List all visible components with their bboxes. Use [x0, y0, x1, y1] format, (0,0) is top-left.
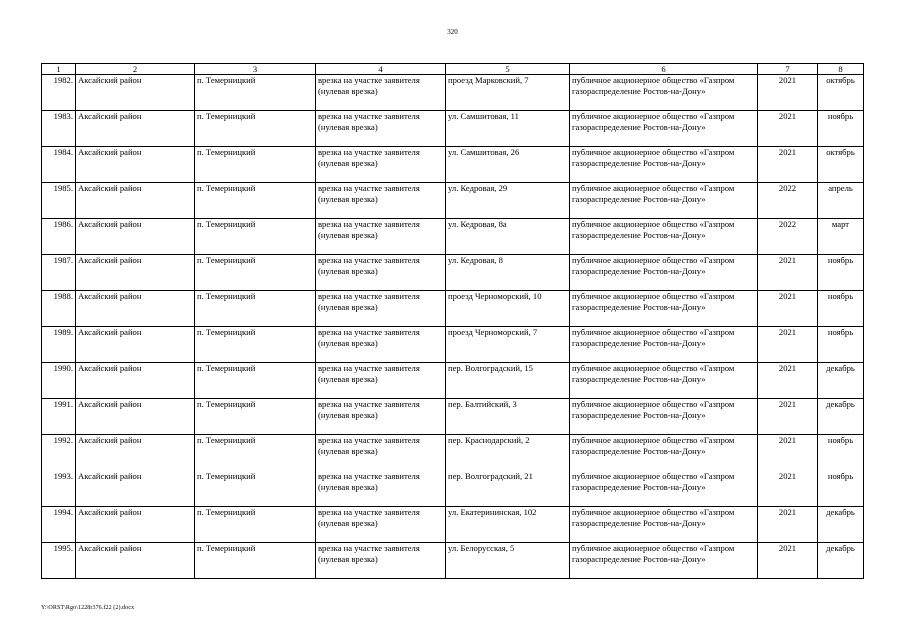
settlement-cell: п. Темерницкий [195, 543, 316, 579]
settlement-cell: п. Темерницкий [195, 183, 316, 219]
connection-type-cell: врезка на участке заявителя (нулевая врезка) [316, 435, 446, 471]
table-row [42, 327, 864, 363]
row-number: 1990. [42, 363, 76, 399]
table-row [42, 219, 864, 255]
year-cell: 2021 [758, 111, 818, 147]
row-number: 1987. [42, 255, 76, 291]
year-cell: 2021 [758, 291, 818, 327]
district-cell: Аксайский район [76, 435, 195, 471]
organization-cell: публичное акционерное общество «Газпром газораспределение Ростов-на-Дону» [570, 507, 758, 543]
row-number: 1982. [42, 75, 76, 111]
settlement-cell: п. Темерницкий [195, 435, 316, 471]
settlement-cell: п. Темерницкий [195, 255, 316, 291]
connection-type-cell: врезка на участке заявителя (нулевая врезка) [316, 399, 446, 435]
connection-type-cell: врезка на участке заявителя (нулевая врезка) [316, 291, 446, 327]
settlement-cell: п. Темерницкий [195, 291, 316, 327]
organization-cell: публичное акционерное общество «Газпром газораспределение Ростов-на-Дону» [570, 219, 758, 255]
organization-cell: публичное акционерное общество «Газпром газораспределение Ростов-на-Дону» [570, 399, 758, 435]
column-header: 1 [42, 64, 76, 75]
organization-cell: публичное акционерное общество «Газпром газораспределение Ростов-на-Дону» [570, 111, 758, 147]
row-number: 1993. [42, 471, 76, 507]
district-cell: Аксайский район [76, 399, 195, 435]
district-cell: Аксайский район [76, 471, 195, 507]
page-number: 320 [447, 28, 458, 36]
district-cell: Аксайский район [76, 543, 195, 579]
connection-type-cell: врезка на участке заявителя (нулевая врезка) [316, 219, 446, 255]
district-cell: Аксайский район [76, 327, 195, 363]
district-cell: Аксайский район [76, 75, 195, 111]
table-row [42, 75, 864, 111]
table-row [42, 399, 864, 435]
table-row [42, 111, 864, 147]
row-number: 1986. [42, 219, 76, 255]
month-cell: ноябрь [818, 291, 864, 327]
settlement-cell: п. Темерницкий [195, 111, 316, 147]
column-header: 6 [570, 64, 758, 75]
organization-cell: публичное акционерное общество «Газпром газораспределение Ростов-на-Дону» [570, 435, 758, 471]
month-cell: ноябрь [818, 471, 864, 507]
header-row [42, 64, 864, 75]
address-cell: ул. Самшитовая, 26 [446, 147, 570, 183]
organization-cell: публичное акционерное общество «Газпром газораспределение Ростов-на-Дону» [570, 291, 758, 327]
organization-cell: публичное акционерное общество «Газпром газораспределение Ростов-на-Дону» [570, 327, 758, 363]
connection-type-cell: врезка на участке заявителя (нулевая врезка) [316, 363, 446, 399]
row-number: 1991. [42, 399, 76, 435]
month-cell: ноябрь [818, 111, 864, 147]
address-cell: проезд Черноморский, 10 [446, 291, 570, 327]
address-cell: ул. Кедровая, 8а [446, 219, 570, 255]
year-cell: 2021 [758, 435, 818, 471]
row-number: 1988. [42, 291, 76, 327]
month-cell: ноябрь [818, 327, 864, 363]
month-cell: октябрь [818, 75, 864, 111]
row-number: 1995. [42, 543, 76, 579]
address-cell: ул. Екатерининская, 102 [446, 507, 570, 543]
district-cell: Аксайский район [76, 507, 195, 543]
column-header: 5 [446, 64, 570, 75]
connection-type-cell: врезка на участке заявителя (нулевая врезка) [316, 147, 446, 183]
settlement-cell: п. Темерницкий [195, 507, 316, 543]
connection-type-cell: врезка на участке заявителя (нулевая врезка) [316, 507, 446, 543]
connection-type-cell: врезка на участке заявителя (нулевая врезка) [316, 327, 446, 363]
month-cell: декабрь [818, 507, 864, 543]
row-number: 1984. [42, 147, 76, 183]
year-cell: 2021 [758, 543, 818, 579]
settlement-cell: п. Темерницкий [195, 147, 316, 183]
address-cell: ул. Кедровая, 29 [446, 183, 570, 219]
district-cell: Аксайский район [76, 111, 195, 147]
settlement-cell: п. Темерницкий [195, 399, 316, 435]
month-cell: декабрь [818, 543, 864, 579]
month-cell: апрель [818, 183, 864, 219]
month-cell: март [818, 219, 864, 255]
district-cell: Аксайский район [76, 147, 195, 183]
table-row [42, 291, 864, 327]
connection-type-cell: врезка на участке заявителя (нулевая врезка) [316, 543, 446, 579]
table-row [42, 471, 864, 507]
table-row [42, 147, 864, 183]
year-cell: 2021 [758, 147, 818, 183]
table-row [42, 543, 864, 579]
district-cell: Аксайский район [76, 291, 195, 327]
month-cell: декабрь [818, 399, 864, 435]
address-cell: ул. Кедровая, 8 [446, 255, 570, 291]
district-cell: Аксайский район [76, 363, 195, 399]
district-cell: Аксайский район [76, 219, 195, 255]
table-row [42, 507, 864, 543]
registry-table [41, 63, 864, 579]
table-row [42, 363, 864, 399]
table-row [42, 435, 864, 471]
connection-type-cell: врезка на участке заявителя (нулевая врезка) [316, 111, 446, 147]
settlement-cell: п. Темерницкий [195, 327, 316, 363]
file-path-footer: Y:\ORST\Rgo\1228r376.f22 (2).docx [41, 605, 135, 611]
row-number: 1994. [42, 507, 76, 543]
column-header: 7 [758, 64, 818, 75]
connection-type-cell: врезка на участке заявителя (нулевая врезка) [316, 75, 446, 111]
month-cell: ноябрь [818, 435, 864, 471]
year-cell: 2021 [758, 471, 818, 507]
address-cell: проезд Марковский, 7 [446, 75, 570, 111]
row-number: 1983. [42, 111, 76, 147]
organization-cell: публичное акционерное общество «Газпром газораспределение Ростов-на-Дону» [570, 363, 758, 399]
year-cell: 2021 [758, 507, 818, 543]
settlement-cell: п. Темерницкий [195, 219, 316, 255]
column-header: 8 [818, 64, 864, 75]
column-header: 4 [316, 64, 446, 75]
table-row [42, 255, 864, 291]
district-cell: Аксайский район [76, 255, 195, 291]
address-cell: проезд Черноморский, 7 [446, 327, 570, 363]
year-cell: 2021 [758, 363, 818, 399]
address-cell: ул. Белорусская, 5 [446, 543, 570, 579]
connection-type-cell: врезка на участке заявителя (нулевая врезка) [316, 183, 446, 219]
address-cell: пер. Краснодарский, 2 [446, 435, 570, 471]
district-cell: Аксайский район [76, 183, 195, 219]
address-cell: пер. Волгоградский, 15 [446, 363, 570, 399]
organization-cell: публичное акционерное общество «Газпром газораспределение Ростов-на-Дону» [570, 147, 758, 183]
table-body [42, 75, 864, 579]
table-row [42, 183, 864, 219]
organization-cell: публичное акционерное общество «Газпром газораспределение Ростов-на-Дону» [570, 543, 758, 579]
column-header: 3 [195, 64, 316, 75]
organization-cell: публичное акционерное общество «Газпром газораспределение Ростов-на-Дону» [570, 183, 758, 219]
address-cell: пер. Балтийский, 3 [446, 399, 570, 435]
year-cell: 2021 [758, 255, 818, 291]
year-cell: 2021 [758, 399, 818, 435]
month-cell: декабрь [818, 363, 864, 399]
address-cell: пер. Волгоградский, 21 [446, 471, 570, 507]
organization-cell: публичное акционерное общество «Газпром газораспределение Ростов-на-Дону» [570, 471, 758, 507]
row-number: 1989. [42, 327, 76, 363]
row-number: 1985. [42, 183, 76, 219]
year-cell: 2022 [758, 219, 818, 255]
organization-cell: публичное акционерное общество «Газпром газораспределение Ростов-на-Дону» [570, 75, 758, 111]
month-cell: октябрь [818, 147, 864, 183]
year-cell: 2022 [758, 183, 818, 219]
row-number: 1992. [42, 435, 76, 471]
organization-cell: публичное акционерное общество «Газпром газораспределение Ростов-на-Дону» [570, 255, 758, 291]
connection-type-cell: врезка на участке заявителя (нулевая врезка) [316, 471, 446, 507]
settlement-cell: п. Темерницкий [195, 471, 316, 507]
year-cell: 2021 [758, 75, 818, 111]
column-header: 2 [76, 64, 195, 75]
settlement-cell: п. Темерницкий [195, 363, 316, 399]
year-cell: 2021 [758, 327, 818, 363]
connection-type-cell: врезка на участке заявителя (нулевая врезка) [316, 255, 446, 291]
month-cell: ноябрь [818, 255, 864, 291]
address-cell: ул. Самшитовая, 11 [446, 111, 570, 147]
settlement-cell: п. Темерницкий [195, 75, 316, 111]
